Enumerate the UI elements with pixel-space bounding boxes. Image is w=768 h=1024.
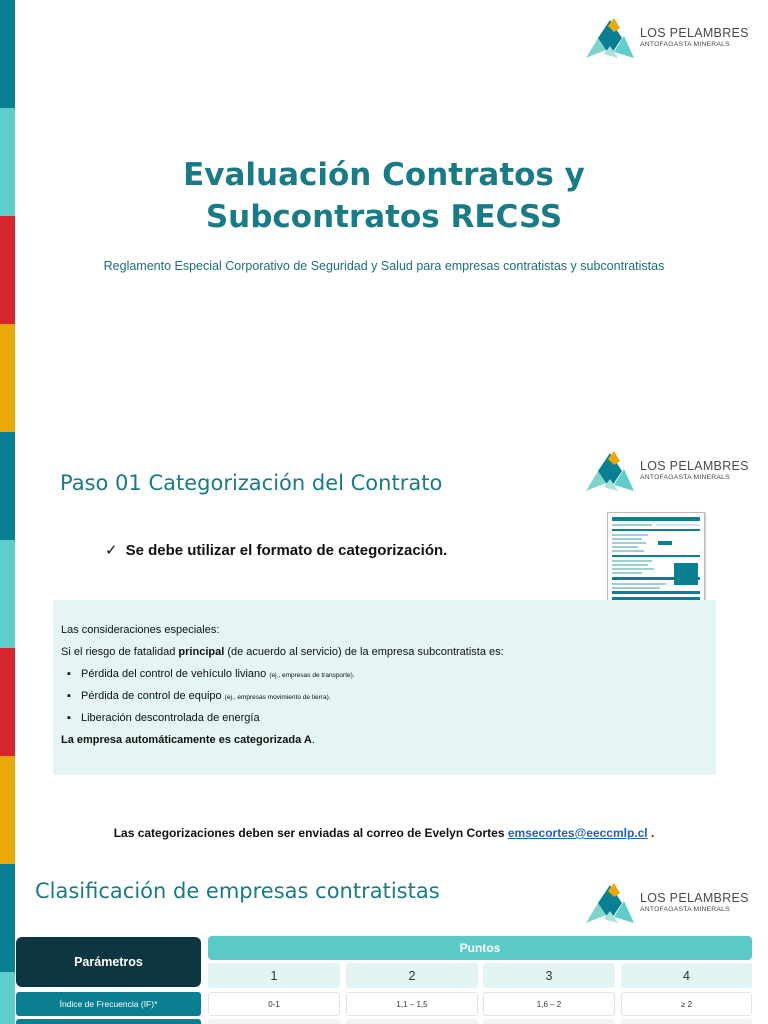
side-bar-segment [0,0,15,108]
side-bar-segment [0,540,15,648]
result-end: . [311,734,315,746]
points-column-1: 1 [208,963,340,988]
page-title [0,154,768,238]
risk-post: (de acuerdo al servicio) de la empresa subcontratista es: [224,646,504,658]
format-instruction-text: Se debe utilizar el formato de categorización. [125,542,448,559]
title-line-1: Evaluación Contratos y [183,157,585,193]
section-heading-step-01: Paso 01 Categorización del Contrato [60,471,443,495]
table-cell-partial [483,1019,615,1024]
side-bar-segment [0,648,15,756]
list-item-end: . [328,694,331,701]
special-considerations-box [53,600,716,775]
considerations-intro: Las consideraciones especiales: [61,624,220,636]
side-bar-segment [0,432,15,540]
risk-statement [61,644,716,666]
list-item [61,710,716,732]
list-item-end: . [352,672,355,679]
brand-name: LOS PELAMBRES [640,890,749,905]
points-column-3: 3 [483,963,615,988]
email-instruction-end: . [647,826,655,840]
brand-name: LOS PELAMBRES [640,25,749,40]
table-cell: 0-1 [208,992,340,1016]
risk-pre: Si el riesgo de fatalidad [61,646,179,658]
list-item [61,688,716,710]
side-bar-segment [0,972,15,1024]
list-item-text: Liberación descontrolada de energía [81,712,260,724]
result-bold: La empresa automáticamente es categorizada A [61,734,312,746]
table-row-label-partial [16,1019,201,1024]
table-cell-partial [346,1019,478,1024]
brand-logo [584,16,749,60]
table-cell-partial [621,1019,752,1024]
list-item-text: Pérdida de control de equipo [81,690,225,702]
table-cell: 1,6 – 2 [483,992,615,1016]
parameters-header: Parámetros [16,937,201,987]
table-cell: ≥ 2 [621,992,752,1016]
list-item-note: (ej., empresas de transporte) [269,672,353,679]
list-item-note: (ej., empresas movimiento de tierra) [224,694,329,701]
mountain-logo-icon [584,16,636,60]
section-heading-classification: Clasificación de empresas contratistas [35,879,440,903]
email-instruction [0,826,768,840]
side-bar-segment [0,324,15,432]
email-instruction-text: Las categorizaciones deben ser enviadas al correo de Evelyn Cortes [113,826,508,840]
page-subtitle: Reglamento Especial Corporativo de Seguridad y Salud para empresas contratistas y subcontratistas [103,259,665,273]
risk-bold: principal [178,646,225,658]
brand-tagline: ANTOFAGASTA MINERALS [640,906,730,914]
table-cell: 1,1 – 1,5 [346,992,478,1016]
table-cell-partial [208,1019,340,1024]
list-item [61,666,716,688]
side-bar-segment [0,756,15,864]
list-item-text: Pérdida del control de vehículo liviano [81,668,270,680]
brand-tagline: ANTOFAGASTA MINERALS [640,41,730,49]
frequency-index-label: Índice de Frecuencia (IF)* [16,992,201,1016]
brand-logo [584,881,749,925]
format-instruction [105,541,447,559]
email-link[interactable]: emsecortes@eeccmlp.cl [507,826,648,840]
check-mark-icon: ✓ [105,542,118,559]
mountain-logo-icon [584,881,636,925]
brand-tagline: ANTOFAGASTA MINERALS [640,474,730,482]
points-column-4: 4 [621,963,752,988]
mountain-logo-icon [584,449,636,493]
title-line-2: Subcontratos RECSS [205,199,563,235]
brand-name: LOS PELAMBRES [640,458,749,473]
points-column-2: 2 [346,963,478,988]
categorization-result [61,732,716,754]
points-header: Puntos [208,936,752,960]
brand-logo [584,449,749,493]
side-bar-segment [0,864,15,972]
